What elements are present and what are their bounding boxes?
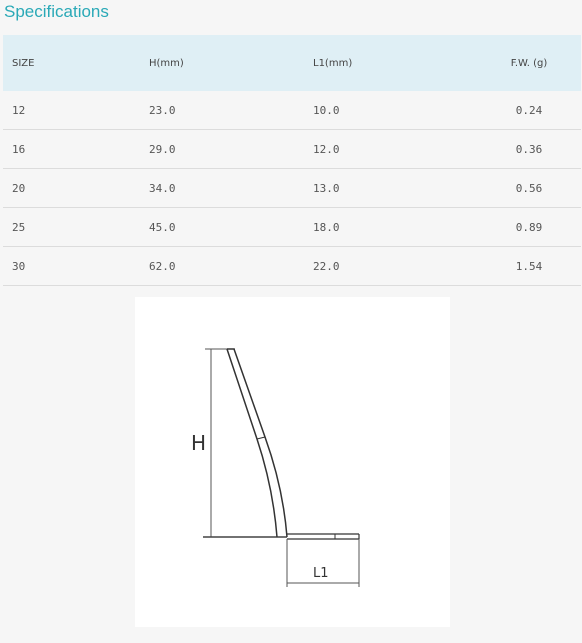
h-label: H [191,431,207,455]
cell-l1: 12.0 [313,130,477,169]
specifications-table [3,35,581,286]
l1-label: L1 [313,566,329,581]
cell-l1: 10.0 [313,91,477,130]
product-drawing [135,297,450,627]
table-row [3,91,581,130]
header-size: SIZE [3,35,149,91]
cell-h: 23.0 [149,91,313,130]
hook-inner-profile [227,349,277,537]
cell-size: 20 [3,169,149,208]
header-l1-mm: L1(mm) [313,35,477,91]
table-header-row [3,35,581,91]
dimension-diagram [135,297,450,627]
cell-fw: 0.89 [477,208,581,247]
cell-l1: 13.0 [313,169,477,208]
cell-fw: 0.56 [477,169,581,208]
page-title: Specifications [4,2,109,21]
cell-h: 29.0 [149,130,313,169]
cell-l1: 18.0 [313,208,477,247]
cell-size: 30 [3,247,149,286]
table-row [3,247,581,286]
table-row [3,169,581,208]
cell-fw: 0.36 [477,130,581,169]
cell-size: 16 [3,130,149,169]
cell-l1: 22.0 [313,247,477,286]
table-row [3,130,581,169]
cell-h: 62.0 [149,247,313,286]
bend-mark [257,437,265,439]
header-fw-g: F.W. (g) [477,35,581,91]
cell-h: 34.0 [149,169,313,208]
cell-fw: 1.54 [477,247,581,286]
cell-size: 12 [3,91,149,130]
table-row [3,208,581,247]
cell-size: 25 [3,208,149,247]
header-h-mm: H(mm) [149,35,313,91]
cell-h: 45.0 [149,208,313,247]
cell-fw: 0.24 [477,91,581,130]
